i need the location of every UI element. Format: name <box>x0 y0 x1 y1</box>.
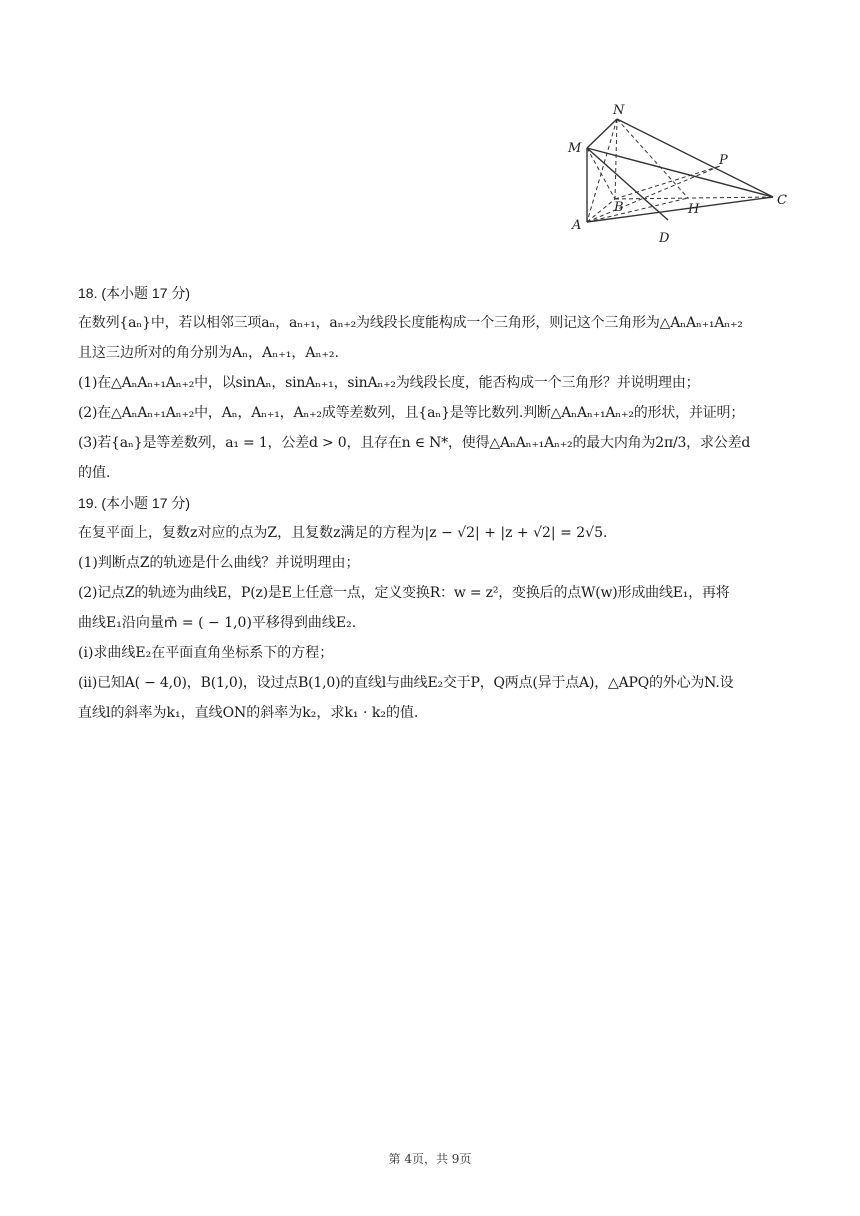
label-P: P <box>719 153 728 168</box>
question-19-part-1: (1)判断点Z的轨迹是什么曲线？并说明理由； <box>78 555 360 571</box>
label-N: N <box>613 103 625 118</box>
label-C: C <box>777 193 787 208</box>
label-H: H <box>688 202 700 217</box>
question-18-part-1: (1)在△AₙAₙ₊₁Aₙ₊₂中，以sinAₙ，sinAₙ₊₁，sinAₙ₊₂为线段长度，能否构成一个三角形？并说明理由； <box>78 375 700 391</box>
question-19-part-2-ii-cont: 直线l的斜率为k₁，直线ON的斜率为k₂，求k₁ · k₂的值. <box>78 705 419 721</box>
question-18-part-3-cont: 的值. <box>78 465 111 481</box>
label-A: A <box>572 218 582 233</box>
question-18-header: 18. (本小题 17 分) <box>78 285 191 301</box>
question-19-part-2-i: (i)求曲线E₂在平面直角坐标系下的方程； <box>78 645 334 661</box>
page-footer: 第 4页，共 9页 <box>388 1152 472 1166</box>
geometry-figure <box>562 96 798 252</box>
label-D: D <box>659 231 670 246</box>
question-18-part-3: (3)若{aₙ}是等差数列，a₁ = 1，公差d > 0，且存在n ∈ N*，使得△AₙAₙ₊₁Aₙ₊₂的最大内角为2π/3，求公差d <box>78 435 751 451</box>
label-M: M <box>568 141 582 156</box>
question-18-line-1: 在数列{aₙ}中，若以相邻三项aₙ，aₙ₊₁，aₙ₊₂为线段长度能构成一个三角形，则记这个三角形为△AₙAₙ₊₁Aₙ₊₂ <box>78 315 743 331</box>
questions-section <box>78 278 794 728</box>
question-18-line-2: 且这三边所对的角分别为Aₙ，Aₙ₊₁，Aₙ₊₂. <box>78 345 339 361</box>
question-19-part-2: (2)记点Z的轨迹为曲线E，P(z)是E上任意一点，定义变换R：w = z²，变换后的点W(w)形成曲线E₁，再将 <box>78 585 730 601</box>
label-B: B <box>614 200 624 215</box>
question-18-part-2: (2)在△AₙAₙ₊₁Aₙ₊₂中，Aₙ，Aₙ₊₁，Aₙ₊₂成等差数列，且{aₙ}是等比数列.判断△AₙAₙ₊₁Aₙ₊₂的形状，并证明； <box>78 405 745 421</box>
question-19-line-1: 在复平面上，复数z对应的点为Z，且复数z满足的方程为|z − √2| + |z + √2| = 2√5. <box>78 525 608 541</box>
question-19-part-2-cont: 曲线E₁沿向量m⃗ = ( − 1,0)平移得到曲线E₂. <box>78 615 357 631</box>
solid-geometry-diagram <box>562 96 798 252</box>
question-19-header: 19. (本小题 17 分) <box>78 495 191 511</box>
question-19-part-2-ii: (ii)已知A( − 4,0)，B(1,0)，设过点B(1,0)的直线l与曲线E₂交于P，Q两点(异于点A)，△APQ的外心为N.设 <box>78 675 734 691</box>
